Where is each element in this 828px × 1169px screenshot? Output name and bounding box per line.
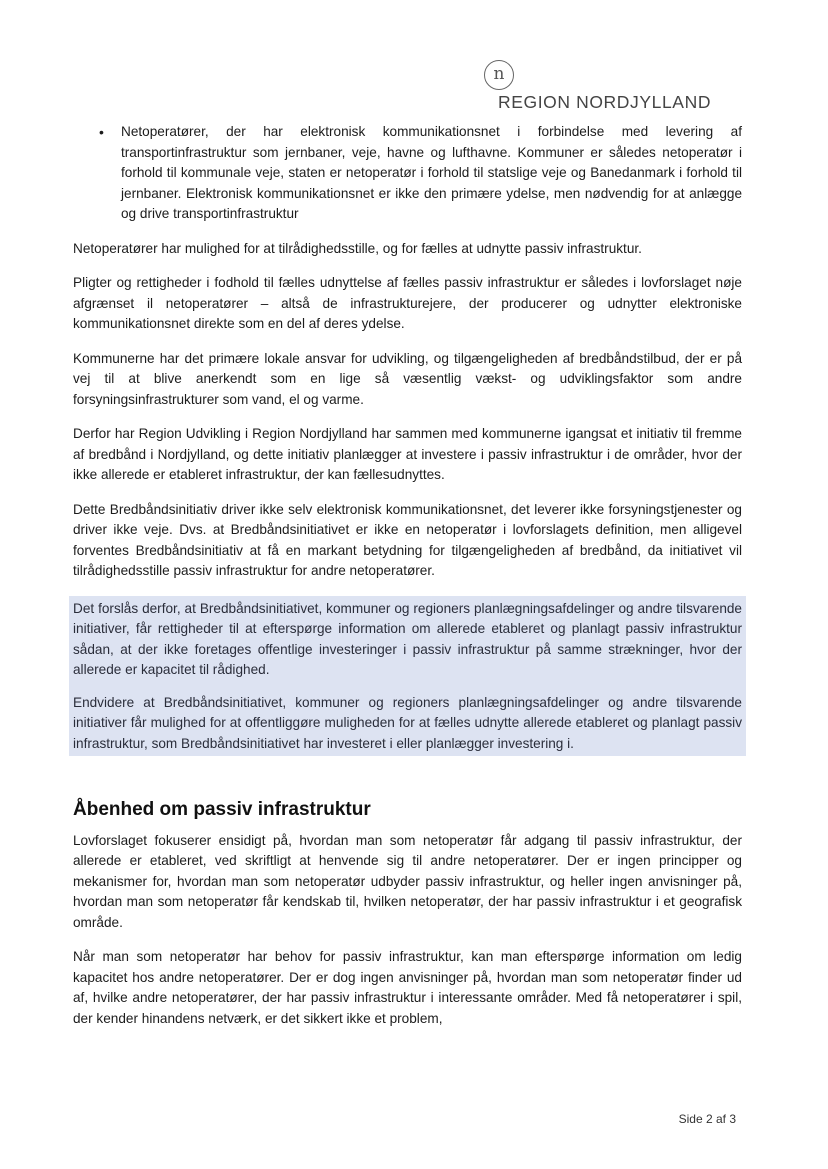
bullet-dot-icon: • xyxy=(99,124,104,140)
bullet-text: Netoperatører, der har elektronisk kommunikationsnet i forbindelse med levering af transportinfrastruktur som jernbaner, veje, havne og lufthavne. Kommuner er således netoperatør i forhold til kommunale veje, staten er netoperatør i forhold til statslige veje og Banedanmark i forhold til jernbaner. Elektronisk kommunikationsnet er ikke den primære ydelse, men nødvendig for at anlægge og drive transportinfrastruktur xyxy=(121,124,742,221)
paragraph-1: Netoperatører har mulighed for at tilrådighedsstille, og for fælles at udnytte passiv infrastruktur. xyxy=(73,240,642,256)
logo-text: REGION NORDJYLLAND xyxy=(498,92,712,112)
section-paragraph-2: Når man som netoperatør har behov for passiv infrastruktur, kan man efterspørge information om ledig kapacitet hos andre netoperatører. Der er dog ingen anvisninger på, hvordan man som netoperatør finder ud af, hvilke andre netoperatører, der har passiv infrastruktur i interessante områder. Med få netoperatører i spil, der kender hinandens netværk, er det sikkert ikke et problem, xyxy=(73,949,742,1026)
highlighted-paragraph-2: Endvidere at Bredbåndsinitiativet, kommuner og regioners planlægningsafdelinger og andre tilsvarende initiativer får mulighed for at offentliggøre muligheden for at fælles udnytte allerede etableret og planlagt passiv infrastruktur, som Bredbåndsinitiativet har investeret i eller planlægger investering i. xyxy=(73,694,742,751)
section-heading: Åbenhed om passiv infrastruktur xyxy=(73,799,371,820)
region-logo xyxy=(470,58,745,118)
paragraph-2: Pligter og rettigheder i fodhold til fælles udnyttelse af fælles passiv infrastruktur er således i lovforslaget nøje afgrænset il netoperatører – altså de infrastrukturejere, der producerer og udnytter elektroniske kommunikationsnet direkte som en del af deres ydelse. xyxy=(73,275,742,331)
highlighted-paragraph-1: Det forslås derfor, at Bredbåndsinitiativet, kommuner og regioners planlægningsafdelinger og andre tilsvarende initiativer, får rettigheder til at efterspørge information om allerede etableret og planlagt passiv infrastruktur sådan, at der ikke foretages offentlige investeringer i passiv infrastruktur på samme strækninger, hvor der allerede er kapacitet til rådighed. xyxy=(73,600,742,677)
page-number: Side 2 af 3 xyxy=(678,1112,736,1126)
paragraph-4: Derfor har Region Udvikling i Region Nordjylland har sammen med kommunerne igangsat et initiativ til fremme af bredbånd i Nordjylland, og dette initiativ planlægger at investere i passiv infrastruktur i de områder, hvor der ikke allerede er etableret infrastruktur, der kan fællesudnyttes. xyxy=(73,426,742,482)
document-body xyxy=(73,122,742,1043)
logo-circle-icon: n xyxy=(484,60,514,90)
section-paragraph-1: Lovforslaget fokuserer ensidigt på, hvordan man som netoperatør får adgang til passiv infrastruktur, der allerede er etableret, ved skriftligt at henvende sig til andre netoperatører. Der er ingen principper og mekanismer for, hvordan man som netoperatør udbyder passiv infrastruktur, og heller ingen anvisninger på, hvordan man som netoperatør får kendskab til, hvilken netoperatør, der har passiv infrastruktur i et geografisk område. xyxy=(73,832,742,930)
bullet-item xyxy=(73,122,742,225)
highlighted-block xyxy=(69,596,746,757)
paragraph-5: Dette Bredbåndsinitiativ driver ikke selv elektronisk kommunikationsnet, det leverer ikke forsyningstjenester og driver ikke veje. Dvs. at Bredbåndsinitiativet er ikke en netoperatør i lovforslagets definition, men alligevel forventes Bredbåndsinitiativ at få en markant betydning for tilgængeligheden af bredbånd, da initiativet vil tilrådighedsstille passiv infrastruktur for andre netoperatører. xyxy=(73,501,742,578)
paragraph-3: Kommunerne har det primære lokale ansvar for udvikling, og tilgængeligheden af bredbåndstilbud, der er på vej til at blive anerkendt som en lige så væsentlig vækst- og udviklingsfaktor som andre forsyningsinfrastrukturer som vand, el og varme. xyxy=(73,350,742,407)
